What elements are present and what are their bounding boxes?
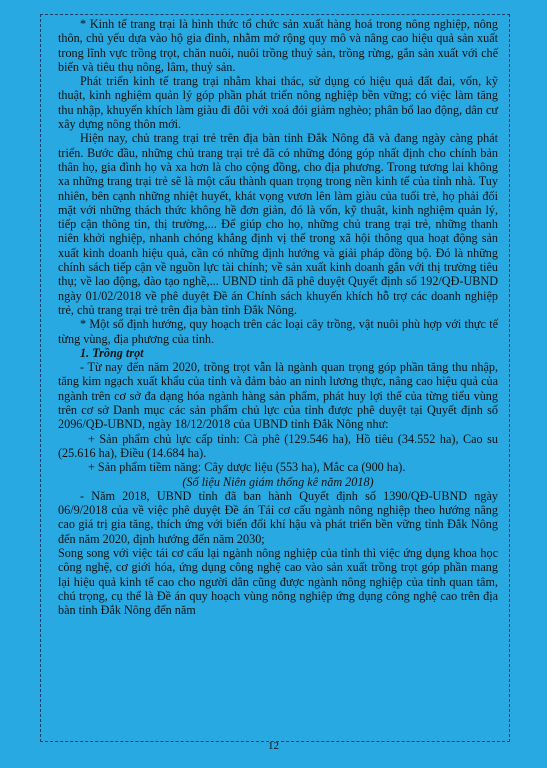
paragraph-orientation: * Một số định hướng, quy hoạch trên các loại cây trồng, vật nuôi phù hợp với thực tế từng vùng, địa phương của tỉnh. — [58, 317, 498, 346]
source-note: (Số liệu Niên giám thống kê năm 2018) — [182, 474, 374, 489]
paragraph-high-tech: Song song với việc tái cơ cấu lại ngành nông nghiệp của tỉnh thì việc ứng dụng khoa học công nghệ, cơ giới hóa, ứng dụng công nghệ cao vào sản xuất trồng trọt góp phần mang lại hiệu quả kinh tế cao cho người dân cũng được ngành nông nghiệp của tỉnh quan tâm, chú trọng, cụ thể là Đề án quy hoạch vùng nông nghiệp ứng dụng công nghệ cao trên địa bàn tỉnh Đắk Nông đến năm — [58, 545, 498, 618]
paragraph-farm-development: Phát triển kinh tế trang trại nhằm khai thác, sử dụng có hiệu quả đất đai, vốn, kỹ thuật, kinh nghiệm quản lý góp phần phát triển nông nghiệp bền vững; có việc làm tăng thu nhập, khuyến khích làm giàu đi đôi với xoá đói giảm nghèo; phân bổ lao động, dân cư xây dựng nông thôn mới. — [58, 74, 498, 132]
paragraph-farm-economy: * Kinh tế trang trại là hình thức tổ chức sản xuất hàng hoá trong nông nghiệp, nông thôn, chủ yếu dựa vào hộ gia đình, nhằm mở rộng quy mô và nâng cao hiệu quả sản xuất trong lĩnh vực trồng trọt, chăn nuôi, nuôi trồng thuỷ sản, trồng rừng, gắn sản xuất với chế biến và tiêu thụ nông, lâm, thuỷ sản. — [58, 17, 498, 74]
paragraph-restructuring: - Năm 2018, UBND tỉnh đã ban hành Quyết định số 1390/QĐ-UBND ngày 06/9/2018 của về việc phê duyệt Đề án Tái cơ cấu ngành nông nghiệp theo hướng nâng cao giá trị gia tăng, thích ứng với biến đổi khí hậu và phát triển bền vững tỉnh Đắk Nông đến năm 2020, định hướng đến năm 2030; — [58, 488, 498, 546]
section-heading-crops: 1. Trồng trọt — [80, 345, 144, 360]
list-item-potential-products: + Sản phẩm tiềm năng: Cây dược liệu (553 ha), Mắc ca (900 ha). — [88, 460, 406, 475]
page-number: 12 — [268, 740, 279, 752]
paragraph-young-farm-owners: Hiện nay, chủ trang trại trẻ trên địa bàn tỉnh Đắk Nông đã và đang ngày càng phát triển. Bước đầu, những chủ trang trại trẻ đã có những đóng góp nhất định cho chính bản thân họ, gia đình họ và xa hơn là cho cộng đồng, cho địa phương. Trong tương lai không xa những trang trại trẻ sẽ là một cấu thành quan trọng trong nền kinh tế của tỉnh nhà. Tuy nhiên, bên cạnh những nhiệt huyết, khát vọng vươn lên làm giàu của tuổi trẻ, họ phải đối mặt với những thách thức không hề đơn giản, đó là vốn, kỹ thuật, kinh nghiệm quản lý, tiếp cận thông tin, thị trường,... Để giúp cho họ, những chủ trang trại trẻ, những thanh niên khởi nghiệp, nhanh chóng khẳng định vị thế trong xã hội thông qua hoạt động sản xuất kinh doanh hiệu quả, cần có những định hướng và giải pháp đồng bộ. Đó là những chính sách tiếp cận về nguồn lực tài chính; về sản xuất kinh doanh gắn với thị trường tiêu thụ; về lao động, đào tạo nghề,... UBND tỉnh đã phê duyệt Quyết định số 192/QĐ-UBND ngày 01/02/2018 về phê duyệt Đề án Chính sách khuyến khích hỗ trợ các doanh nghiệp trẻ, chủ trang trại trẻ trên địa bàn tỉnh Đắk Nông. — [58, 131, 498, 317]
paragraph-crops: - Từ nay đến năm 2020, trồng trọt vẫn là ngành quan trọng góp phần tăng thu nhập, tăng kim ngạch xuất khẩu của tỉnh và đảm bảo an ninh lương thực, nâng cao hiệu quả của ngành trên cơ sở đa dạng hóa ngành hàng sản phẩm, phát huy lợi thế của từng tiểu vùng trên cơ sở Danh mục các sản phẩm chủ lực của tỉnh được phê duyệt tại Quyết định số 2096/QĐ-UBND, ngày 18/12/2018 của UBND tỉnh Đắk Nông như: — [58, 360, 498, 432]
list-item-key-products: + Sản phẩm chủ lực cấp tỉnh: Cà phê (129.546 ha), Hồ tiêu (34.552 ha), Cao su (25.616 ha), Điều (14.684 ha). — [58, 431, 498, 460]
document-body — [58, 17, 498, 617]
